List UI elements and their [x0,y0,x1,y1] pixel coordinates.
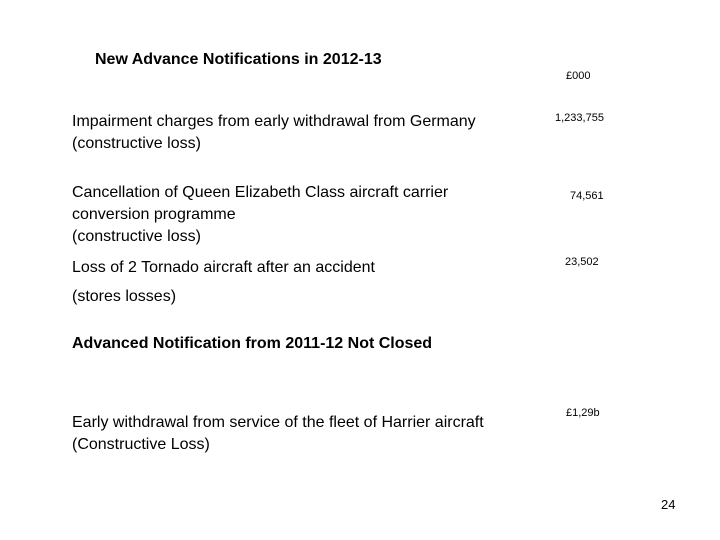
item-description-harrier: Early withdrawal from service of the fleet of Harrier aircraft (Constructive Loss) [72,414,484,453]
item-description-germany: Impairment charges from early withdrawal from Germany (constructive loss) [72,113,476,152]
heading-new-notifications: New Advance Notifications in 2012-13 [95,51,382,68]
item-value-tornado: 23,502 [565,256,599,268]
item-description-carrier: Cancellation of Queen Elizabeth Class aircraft carrier conversion programme (constructive loss) [72,184,449,245]
item-value-harrier: £1,29b [566,407,600,419]
item-value-germany: 1,233,755 [555,112,604,124]
item-value-carrier: 74,561 [570,190,604,202]
page-number: 24 [661,497,676,512]
unit-label: £000 [566,70,591,82]
heading-previous-notifications: Advanced Notification from 2011-12 Not Closed [72,335,433,352]
item-description-tornado: Loss of 2 Tornado aircraft after an accident (stores losses) [72,259,375,305]
